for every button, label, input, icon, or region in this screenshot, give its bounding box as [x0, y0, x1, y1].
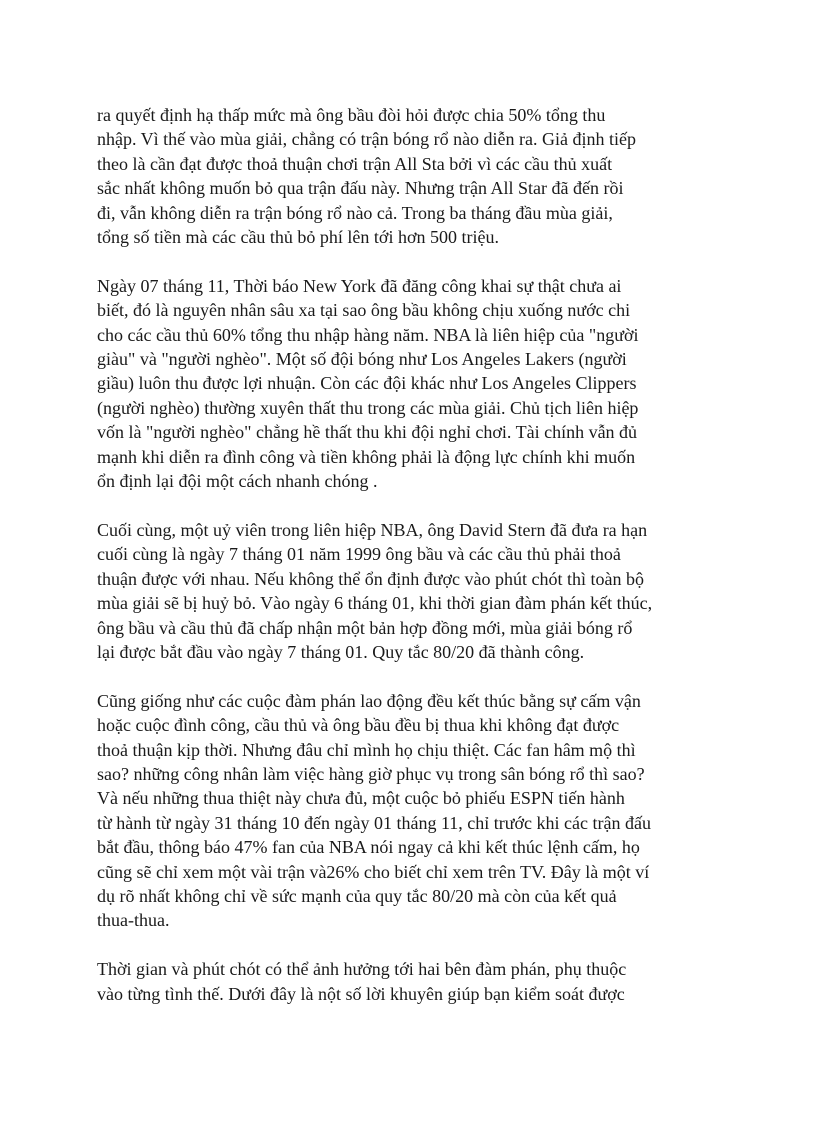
text-line: thoả thuận kịp thời. Nhưng đâu chỉ mình họ chịu thiệt. Các fan hâm mộ thì [97, 739, 636, 760]
paragraph [97, 518, 737, 664]
text-line: cuối cùng là ngày 7 tháng 01 năm 1999 ông bầu và các cầu thủ phải thoả [97, 544, 621, 565]
text-line: giầu) luôn thu được lợi nhuận. Còn các đội khác như Los Angeles Clippers [97, 373, 637, 394]
text-line: biết, đó là nguyên nhân sâu xa tại sao ông bầu không chịu xuống nước chi [97, 300, 631, 321]
text-line: cũng sẽ chỉ xem một vài trận và26% cho biết chỉ xem trên TV. Đây là một ví [97, 861, 650, 882]
text-line: hoặc cuộc đình công, cầu thủ và ông bầu đều bị thua khi không đạt được [97, 715, 620, 736]
text-line: theo là cần đạt được thoả thuận chơi trận All Sta bởi vì các cầu thủ xuất [97, 153, 613, 174]
text-line: ra quyết định hạ thấp mức mà ông bầu đòi hỏi được chia 50% tổng thu [97, 105, 606, 125]
text-line: thuận được với nhau. Nếu không thể ổn định được vào phút chót thì toàn bộ [97, 568, 644, 589]
paragraph [97, 103, 737, 249]
text-line: Cũng giống như các cuộc đàm phán lao động đều kết thúc bằng sự cấm vận [97, 690, 641, 711]
text-line: Thời gian và phút chót có thể ảnh hưởng tới hai bên đàm phán, phụ thuộc [97, 959, 627, 980]
text-line: ông bầu và cầu thủ đã chấp nhận một bản hợp đồng mới, mùa giải bóng rổ [97, 617, 633, 638]
text-line: giàu" và "người nghèo". Một số đội bóng như Los Angeles Lakers (người [97, 349, 627, 370]
text-line: (người nghèo) thường xuyên thất thu trong các mùa giải. Chủ tịch liên hiệp [97, 397, 639, 418]
text-line: Và nếu những thua thiệt này chưa đủ, một cuộc bỏ phiếu ESPN tiến hành [97, 788, 625, 809]
paragraph [97, 957, 737, 1006]
text-line: nhập. Vì thế vào mùa giải, chẳng có trận bóng rổ nào diễn ra. Giả định tiếp [97, 129, 637, 150]
text-line: Cuối cùng, một uỷ viên trong liên hiệp NBA, ông David Stern đã đưa ra hạn [97, 519, 648, 540]
text-line: mùa giải sẽ bị huỷ bỏ. Vào ngày 6 tháng 01, khi thời gian đàm phán kết thúc, [97, 593, 653, 614]
text-line: sao? những công nhân làm việc hàng giờ phục vụ trong sân bóng rổ thì sao? [97, 763, 645, 784]
text-line: vốn là "người nghèo" chẳng hề thất thu khi đội nghỉ chơi. Tài chính vẫn đủ [97, 422, 638, 443]
text-line: dụ rõ nhất không chỉ về sức mạnh của quy tắc 80/20 mà còn của kết quả [97, 885, 617, 906]
document-page [97, 103, 737, 1030]
paragraph [97, 689, 737, 933]
text-line: sắc nhất không muốn bỏ qua trận đấu này. Nhưng trận All Star đã đến rồi [97, 178, 624, 199]
text-line: đi, vẫn không diễn ra trận bóng rổ nào cả. Trong ba tháng đầu mùa giải, [97, 202, 613, 223]
text-line: cho các cầu thủ 60% tổng thu nhập hàng năm. NBA là liên hiệp của "người [97, 324, 639, 345]
text-line: Ngày 07 tháng 11, Thời báo New York đã đăng công khai sự thật chưa ai [97, 275, 622, 296]
text-line: lại được bắt đầu vào ngày 7 tháng 01. Quy tắc 80/20 đã thành công. [97, 641, 585, 662]
text-line: tổng số tiền mà các cầu thủ bỏ phí lên tới hơn 500 triệu. [97, 227, 499, 248]
text-line: bắt đầu, thông báo 47% fan của NBA nói ngay cả khi kết thúc lệnh cấm, họ [97, 837, 640, 858]
paragraph [97, 274, 737, 494]
text-line: thua-thua. [97, 910, 170, 931]
text-line: từ hành từ ngày 31 tháng 10 đến ngày 01 tháng 11, chỉ trước khi các trận đấu [97, 812, 651, 833]
text-line: ổn định lại đội một cách nhanh chóng . [97, 471, 378, 492]
text-line: mạnh khi diễn ra đình công và tiền không phải là động lực chính khi muốn [97, 446, 636, 467]
text-line: vào từng tình thế. Dưới đây là nột số lời khuyên giúp bạn kiểm soát được [97, 983, 625, 1004]
